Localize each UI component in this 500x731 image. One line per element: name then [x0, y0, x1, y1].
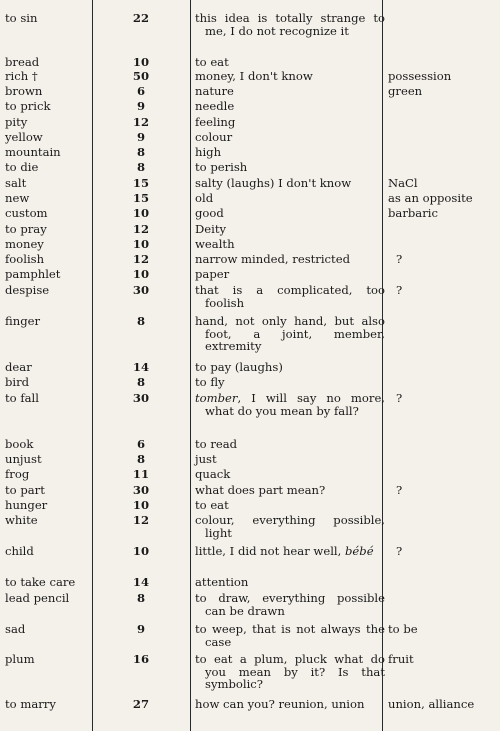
- response-text: to fly: [195, 375, 225, 389]
- stimulus-word: money: [5, 237, 44, 251]
- reaction-time: 9: [136, 622, 146, 636]
- response-text: colour, everything possible, light: [195, 513, 385, 540]
- second-reproduction: union, alliance: [388, 697, 475, 711]
- stimulus-word: new: [5, 191, 30, 205]
- reaction-time: 8: [136, 314, 146, 328]
- reaction-time: 8: [136, 452, 146, 466]
- response-text: [195, 392, 385, 417]
- reaction-time: 9: [136, 99, 146, 113]
- response-text: just: [195, 452, 217, 466]
- reaction-time: 15: [132, 191, 150, 205]
- reaction-time: 50: [132, 69, 150, 83]
- stimulus-word: foolish: [5, 252, 45, 266]
- second-reproduction: to be: [388, 622, 418, 636]
- stimulus-word: sad: [5, 622, 26, 636]
- stimulus-word: mountain: [5, 145, 61, 159]
- response-text: nature: [195, 84, 234, 98]
- stimulus-word: to die: [5, 160, 39, 174]
- reaction-time: 8: [136, 375, 146, 389]
- reaction-time: 6: [136, 437, 146, 451]
- second-reproduction: NaCl: [388, 176, 418, 190]
- stimulus-word: pamphlet: [5, 267, 61, 281]
- stimulus-word: custom: [5, 206, 48, 220]
- stimulus-word: to sin: [5, 11, 38, 25]
- response-text: hand, not only hand, but also foot, a joint, member, extremity: [195, 314, 385, 354]
- reaction-time: 16: [132, 652, 150, 666]
- response-text: to eat: [195, 55, 229, 69]
- stimulus-word: to pray: [5, 222, 47, 236]
- stimulus-word: frog: [5, 467, 30, 481]
- stimulus-word: child: [5, 544, 34, 558]
- response-foreign-word: tomber: [195, 391, 238, 405]
- stimulus-word: yellow: [5, 130, 43, 144]
- second-reproduction: possession: [388, 69, 452, 83]
- stimulus-word: pity: [5, 115, 28, 129]
- reaction-time: 12: [132, 513, 150, 527]
- stimulus-word: lead pencil: [5, 591, 70, 605]
- second-reproduction: ?: [396, 283, 403, 297]
- stimulus-word: to fall: [5, 391, 39, 405]
- reaction-time: 14: [132, 575, 150, 589]
- response-text: wealth: [195, 237, 235, 251]
- reaction-time: 10: [132, 237, 150, 251]
- response-text: narrow minded, restricted: [195, 252, 350, 266]
- response-text: to read: [195, 437, 238, 451]
- response-text: old: [195, 191, 214, 205]
- reaction-time: 10: [132, 544, 150, 558]
- response-foreign-word: bébé: [345, 544, 374, 558]
- response-text: this idea is totally strange to me, I do not recognize it: [195, 11, 385, 38]
- response-text: Deity: [195, 222, 227, 236]
- response-rest: , I will say no more, what do you mean by fall?: [205, 391, 385, 418]
- reaction-time: 10: [132, 55, 150, 69]
- stimulus-word: to prick: [5, 99, 51, 113]
- response-text: to draw, everything possible can be drawn: [195, 591, 385, 618]
- reaction-time: 22: [132, 11, 150, 25]
- response-text: to eat a plum, pluck what do you mean by it? Is that symbolic?: [195, 652, 385, 692]
- stimulus-word: plum: [5, 652, 35, 666]
- stimulus-word: hunger: [5, 498, 48, 512]
- reaction-time: 12: [132, 252, 150, 266]
- reaction-time: 9: [136, 130, 146, 144]
- reaction-time: 12: [132, 115, 150, 129]
- stimulus-word: unjust: [5, 452, 42, 466]
- column-divider-2: [190, 0, 191, 731]
- response-text: paper: [195, 267, 230, 281]
- response-text: colour: [195, 130, 233, 144]
- response-text: quack: [195, 467, 231, 481]
- reaction-time: 14: [132, 360, 150, 374]
- reaction-time: 11: [132, 467, 150, 481]
- second-reproduction: as an opposite: [388, 191, 473, 205]
- response-text: what does part mean?: [195, 483, 326, 497]
- stimulus-word: despise: [5, 283, 50, 297]
- reaction-time: 6: [136, 84, 146, 98]
- reaction-time: 30: [132, 391, 150, 405]
- response-text: to weep, that is not always the case: [195, 622, 385, 649]
- second-reproduction: ?: [396, 391, 403, 405]
- stimulus-word: brown: [5, 84, 43, 98]
- stimulus-word: finger: [5, 314, 41, 328]
- stimulus-word: book: [5, 437, 34, 451]
- response-text: feeling: [195, 115, 236, 129]
- response-text: good: [195, 206, 224, 220]
- stimulus-word: dear: [5, 360, 32, 374]
- second-reproduction: barbaric: [388, 206, 438, 220]
- reaction-time: 30: [132, 483, 150, 497]
- reaction-time: 8: [136, 145, 146, 159]
- reaction-time: 30: [132, 283, 150, 297]
- response-text: to pay (laughs): [195, 360, 283, 374]
- response-text: how can you? reunion, union: [195, 697, 365, 711]
- stimulus-word: salt: [5, 176, 27, 190]
- response-text: attention: [195, 575, 249, 589]
- second-reproduction: green: [388, 84, 423, 98]
- response-text: money, I don't know: [195, 69, 313, 83]
- response-text: that is a complicated, too foolish: [195, 283, 385, 310]
- response-text: high: [195, 145, 222, 159]
- second-reproduction: ?: [396, 483, 403, 497]
- second-reproduction: fruit: [388, 652, 414, 666]
- reaction-time: 10: [132, 498, 150, 512]
- stimulus-word: rich †: [5, 69, 38, 83]
- reaction-time: 12: [132, 222, 150, 236]
- stimulus-word: bread: [5, 55, 40, 69]
- response-text: to eat: [195, 498, 229, 512]
- column-divider-1: [92, 0, 93, 731]
- response-rest: little, I did not hear well,: [195, 544, 342, 558]
- reaction-time: 10: [132, 267, 150, 281]
- reaction-time: 8: [136, 160, 146, 174]
- response-text: [195, 545, 385, 558]
- stimulus-word: bird: [5, 375, 30, 389]
- reaction-time: 27: [132, 697, 150, 711]
- stimulus-word: to take care: [5, 575, 76, 589]
- response-text: needle: [195, 99, 235, 113]
- stimulus-word: to marry: [5, 697, 56, 711]
- stimulus-word: white: [5, 513, 38, 527]
- response-text: to perish: [195, 160, 248, 174]
- response-text: salty (laughs) I don't know: [195, 176, 352, 190]
- stimulus-word: to part: [5, 483, 45, 497]
- second-reproduction: ?: [396, 544, 403, 558]
- second-reproduction: ?: [396, 252, 403, 266]
- reaction-time: 8: [136, 591, 146, 605]
- reaction-time: 10: [132, 206, 150, 220]
- reaction-time: 15: [132, 176, 150, 190]
